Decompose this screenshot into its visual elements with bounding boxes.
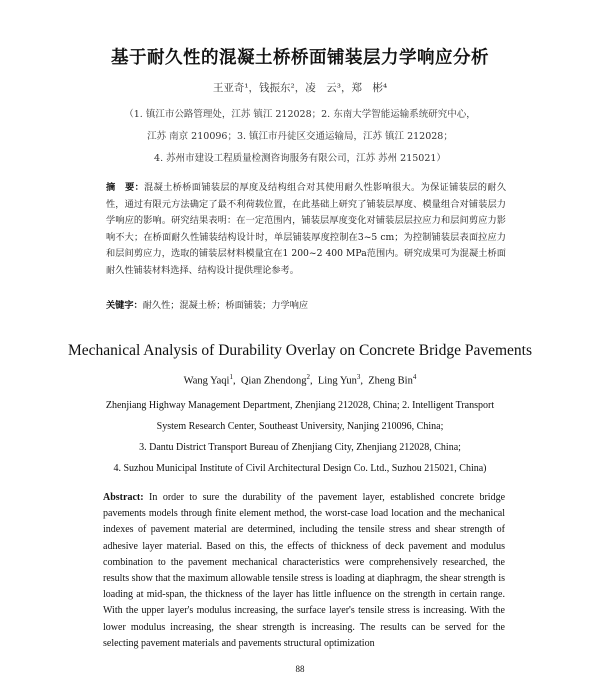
chinese-affiliation-line-1: （1. 镇江市公路管理处，江苏 镇江 212028；2. 东南大学智能运输系统研究中心， xyxy=(124,109,476,120)
page-number: 88 xyxy=(295,664,305,674)
author-sup: 2 xyxy=(306,373,310,381)
chinese-abstract xyxy=(106,180,506,279)
chinese-title: 基于耐久性的混凝土桥桥面铺装层力学响应分析 xyxy=(111,48,489,68)
author-name: Qian Zhendong xyxy=(240,375,307,387)
chinese-keywords xyxy=(106,297,506,311)
chinese-affiliation-line-2: 江苏 南京 210096；3. 镇江市丹徒区交通运输局，江苏 镇江 212028； xyxy=(147,131,453,142)
chinese-authors: 王亚奇¹，钱振东²，凌 云³，郑 彬⁴ xyxy=(212,82,388,94)
english-affiliation-line-1: Zhenjiang Highway Management Department, Zhenjiang 212028, China; 2. Intelligent Transport xyxy=(105,400,495,411)
author-name: Zheng Bin xyxy=(368,375,413,387)
english-affiliation-line-4: 4. Suzhou Municipal Institute of Civil Architectural Design Co. Ltd., Suzhou 215021, China) xyxy=(113,463,487,474)
chinese-affiliation-line-3: 4. 苏州市建设工程质量检测咨询服务有限公司，江苏 苏州 215021） xyxy=(154,153,446,164)
english-affiliation-line-3: 3. Dantu District Transport Bureau of Zhenjiang City, Zhenjiang 212028, China; xyxy=(139,442,461,453)
english-authors: Wang Yaqi$^1$, Qian Zhendong$^2$, Ling Yun$^3$, Zheng Bin$^4$ xyxy=(183,373,417,387)
author-sup: 1 xyxy=(229,373,233,381)
english-abstract-text: In order to sure the durability of the pavement layer, established concrete bridge pavements models through finite element method, the worst-case load location and the mechanical indexes of pavement material are determined, including the tensile stress and shear strength of adhesive layer material. Based on this, the effects of thickness of deck pavement and modulus combination to the pavement mechanical characteristics were comprehensively researched, the results show that the maximum allowable tensile stress is loading at diaphragm, the shear strength is loading at mid-span, the thickness of the layer has little influence on the strength in certain range. With the upper layer's modulus increasing, the surface layer's tensile stress is increasing. With the lower modulus increasing, the shear strength is increasing. The results can be served for the selecting pavement materials and pavements structural optimization xyxy=(103,492,506,649)
author-sup: 3 xyxy=(356,373,361,381)
chinese-keywords-label: 关键字： xyxy=(106,300,143,311)
english-abstract xyxy=(103,490,505,652)
author-name: Ling Yun xyxy=(317,375,357,387)
author-name: Wang Yaqi xyxy=(183,375,230,387)
author-sup: 4 xyxy=(412,373,417,381)
chinese-abstract-text: 混凝土桥桥面铺装层的厚度及结构组合对其使用耐久性影响很大。为保证铺装层的耐久性，通过有限元方法确定了最不利荷载位置，在此基础上研究了铺装层厚度、模量组合对铺装层力学响应的影响。研究结果表明：在一定范围内，铺装层厚度变化对铺装层层拉应力和层间剪应力影响不大；在桥面耐久性铺装结构设计时，单层铺装厚度控制在3~5 cm；为控制铺装层表面拉应力和层间剪应力，选取的铺装层材料模量宜在1 200~2 400 MPa范围内。研究成果可为混凝土桥面耐久性铺装材料选择、结构设计提供理论参考。 xyxy=(106,182,507,276)
english-affiliation-line-2: System Research Center, Southeast University, Nanjing 210096, China; xyxy=(156,421,444,432)
chinese-abstract-label: 摘 要： xyxy=(106,182,145,193)
english-abstract-label: Abstract: xyxy=(103,492,144,503)
english-title: Mechanical Analysis of Durability Overlay on Concrete Bridge Pavements xyxy=(67,342,533,359)
chinese-keywords-text: 耐久性；混凝土桥；桥面铺装；力学响应 xyxy=(142,300,309,311)
